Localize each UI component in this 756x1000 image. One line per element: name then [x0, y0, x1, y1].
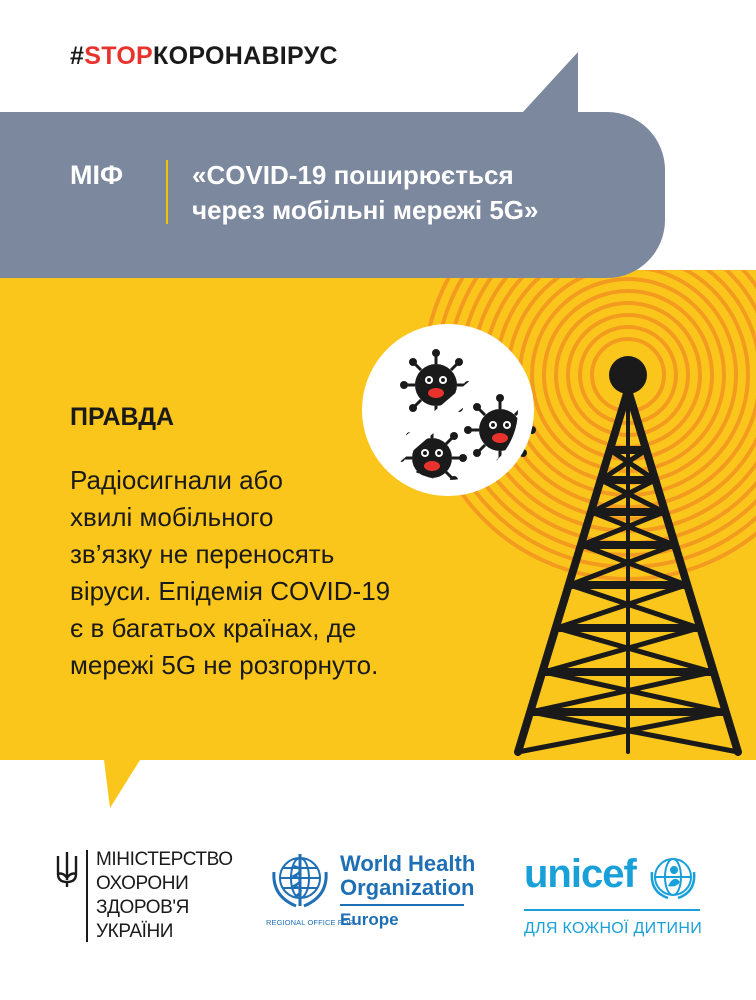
moh-line: ОХОРОНИ: [96, 873, 189, 894]
myth-statement: [192, 158, 612, 228]
who-emblem-icon: [266, 846, 334, 914]
hashtag-rest: КОРОНАВІРУС: [153, 42, 338, 70]
truth-label: ПРАВДА: [70, 403, 175, 431]
hashtag-prefix: #: [70, 42, 85, 70]
myth-divider: [166, 160, 168, 224]
who-name: [340, 852, 500, 900]
truth-line: хвилі мобільного: [70, 502, 274, 532]
hashtag-stop: STOP: [84, 42, 154, 70]
who-europe: Europe: [340, 910, 399, 929]
myth-line: через мобільні мережі 5G»: [192, 195, 539, 225]
unicef-tagline: ДЛЯ КОЖНОЇ ДИТИНИ: [524, 920, 702, 937]
who-regional-office: REGIONAL OFFICE FOR: [266, 918, 354, 927]
truth-line: зв’язку не переносять: [70, 539, 335, 569]
truth-line: мережі 5G не розгорнуто.: [70, 650, 379, 680]
moh-line: МІНІСТЕРСТВО: [96, 849, 233, 870]
hashtag-title: [70, 42, 338, 71]
moh-logo-text: [96, 848, 233, 944]
moh-divider: [86, 850, 88, 942]
who-name-line: Organization: [340, 875, 475, 900]
who-name-line: World Health: [340, 851, 476, 876]
myth-label: МІФ: [70, 160, 124, 190]
moh-line: ЗДОРОВ'Я: [96, 897, 189, 918]
myth-line: «COVID-19 поширюється: [192, 160, 514, 190]
tower-beacon: [609, 356, 647, 394]
truth-line: віруси. Епідемія COVID-19: [70, 576, 391, 606]
who-divider: [340, 904, 464, 906]
moh-line: УКРАЇНИ: [96, 921, 174, 942]
truth-line: Радіосигнали або: [70, 465, 283, 495]
ukraine-trident-icon: [54, 850, 80, 888]
truth-statement: [70, 462, 470, 684]
truth-line: є в багатьох країнах, де: [70, 613, 357, 643]
unicef-emblem-icon: [648, 852, 698, 902]
unicef-wordmark: unicef: [524, 852, 636, 896]
unicef-divider: [524, 909, 700, 911]
